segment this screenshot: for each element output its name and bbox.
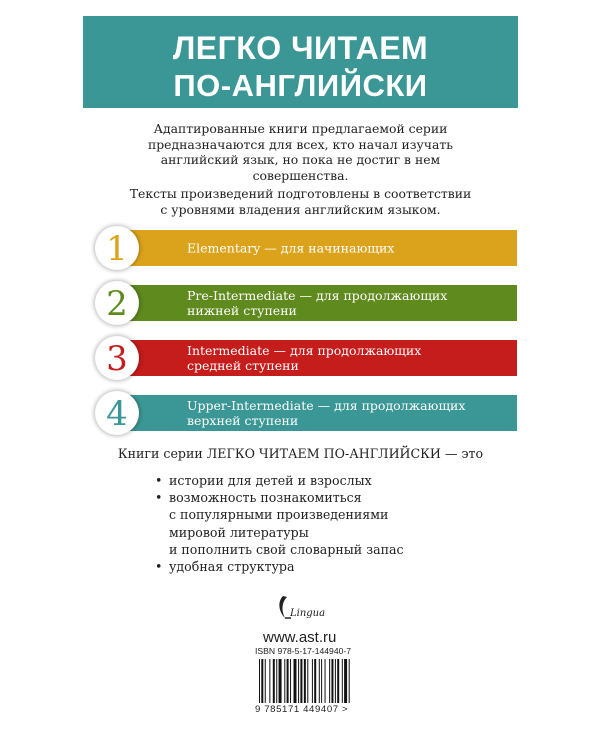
barcode-bar bbox=[279, 659, 282, 703]
bullet-icon: • bbox=[155, 490, 163, 506]
barcode-bar bbox=[319, 659, 320, 703]
barcode-bar bbox=[273, 659, 275, 703]
barcode-bar bbox=[294, 659, 297, 703]
level-1-label: Elementary — для начинающих bbox=[187, 240, 395, 256]
barcode-bar bbox=[321, 659, 322, 703]
barcode-bar bbox=[300, 659, 302, 703]
barcode-bar bbox=[325, 659, 326, 703]
lingua-logo-icon bbox=[273, 592, 333, 622]
series-title-line2: ПО-АНГЛИЙСКИ bbox=[173, 68, 428, 103]
level-3-label-cont: средней ступени bbox=[187, 358, 299, 373]
intro-paragraph-1 bbox=[113, 121, 488, 183]
level-4-row bbox=[95, 391, 507, 437]
bullet-icon: • bbox=[155, 559, 163, 575]
level-3-number-badge: 3 bbox=[95, 336, 139, 380]
barcode-bar bbox=[265, 659, 266, 703]
level-1-number-badge: 1 bbox=[95, 226, 139, 270]
feature-item: • возможность познакомиться с популярными произведениями мировой литературы и пополнить свой словарный запас bbox=[155, 490, 404, 557]
intro-line: совершенства. bbox=[252, 167, 349, 183]
intro-line: английский язык, но пока не достиг в нем bbox=[160, 152, 441, 168]
level-4-number-badge: 4 bbox=[95, 391, 139, 435]
level-2-bar bbox=[125, 285, 517, 321]
series-title-banner bbox=[83, 16, 518, 108]
barcode-bar bbox=[259, 659, 260, 703]
level-1-row bbox=[95, 226, 507, 272]
barcode-bar bbox=[314, 659, 316, 703]
level-3-bar bbox=[125, 340, 517, 376]
barcode-bar bbox=[342, 659, 343, 703]
bullet-icon: • bbox=[155, 473, 163, 488]
level-1-bar bbox=[125, 230, 517, 266]
level-3-label: Intermediate — для продолжающих bbox=[187, 343, 422, 358]
level-3-row bbox=[95, 336, 507, 382]
level-4-bar bbox=[125, 395, 517, 431]
intro-line: Адаптированные книги предлагаемой серии bbox=[153, 121, 448, 136]
level-2-label-cont: нижней ступени bbox=[187, 303, 297, 318]
barcode-bar bbox=[329, 659, 330, 703]
level-2-row bbox=[95, 281, 507, 327]
intro-paragraph-2 bbox=[113, 186, 488, 217]
level-4-label: Upper-Intermediate — для продолжающих bbox=[187, 398, 466, 413]
svg-text:Lingua: Lingua bbox=[290, 608, 326, 619]
feature-list bbox=[155, 472, 485, 575]
barcode-icon bbox=[255, 659, 397, 703]
feature-item: • удобная структура bbox=[155, 559, 295, 575]
level-2-number-badge: 2 bbox=[95, 281, 139, 325]
barcode-bar bbox=[307, 659, 308, 703]
series-title-line1: ЛЕГКО ЧИТАЕМ bbox=[172, 30, 429, 66]
barcode-bar bbox=[337, 659, 339, 703]
barcode-digits: 9 785171 449407 > bbox=[255, 704, 349, 715]
barcode-block bbox=[255, 646, 397, 718]
barcode-bar bbox=[331, 659, 333, 703]
isbn-text: ISBN 978-5-17-144940-7 bbox=[255, 646, 352, 656]
feature-item: • истории для детей и взрослых bbox=[155, 473, 372, 488]
book-back-cover bbox=[83, 0, 518, 750]
level-4-label-cont: верхней ступени bbox=[187, 413, 299, 428]
barcode-bar bbox=[312, 659, 313, 703]
barcode-bar bbox=[276, 659, 277, 703]
barcode-bar bbox=[284, 659, 285, 703]
series-description-heading: Книги серии ЛЕГКО ЧИТАЕМ ПО-АНГЛИЙСКИ — это bbox=[117, 446, 484, 461]
intro-line: Тексты произведений подготовлены в соответствии bbox=[129, 186, 472, 201]
barcode-bar bbox=[335, 659, 336, 703]
barcode-bar bbox=[349, 659, 350, 703]
intro-line: предназначаются для всех, кто начал изучать bbox=[147, 136, 453, 152]
publisher-website: www.ast.ru bbox=[263, 629, 337, 646]
intro-line: с уровнями владения английским языком. bbox=[160, 201, 441, 217]
level-2-label: Pre-Intermediate — для продолжающих bbox=[187, 288, 448, 303]
barcode-bar bbox=[304, 659, 306, 703]
barcode-bar bbox=[298, 659, 299, 703]
barcode-bar bbox=[261, 659, 263, 703]
barcode-bar bbox=[287, 659, 289, 703]
barcode-bar bbox=[344, 659, 347, 703]
barcode-bar bbox=[290, 659, 291, 703]
barcode-bar bbox=[269, 659, 270, 703]
